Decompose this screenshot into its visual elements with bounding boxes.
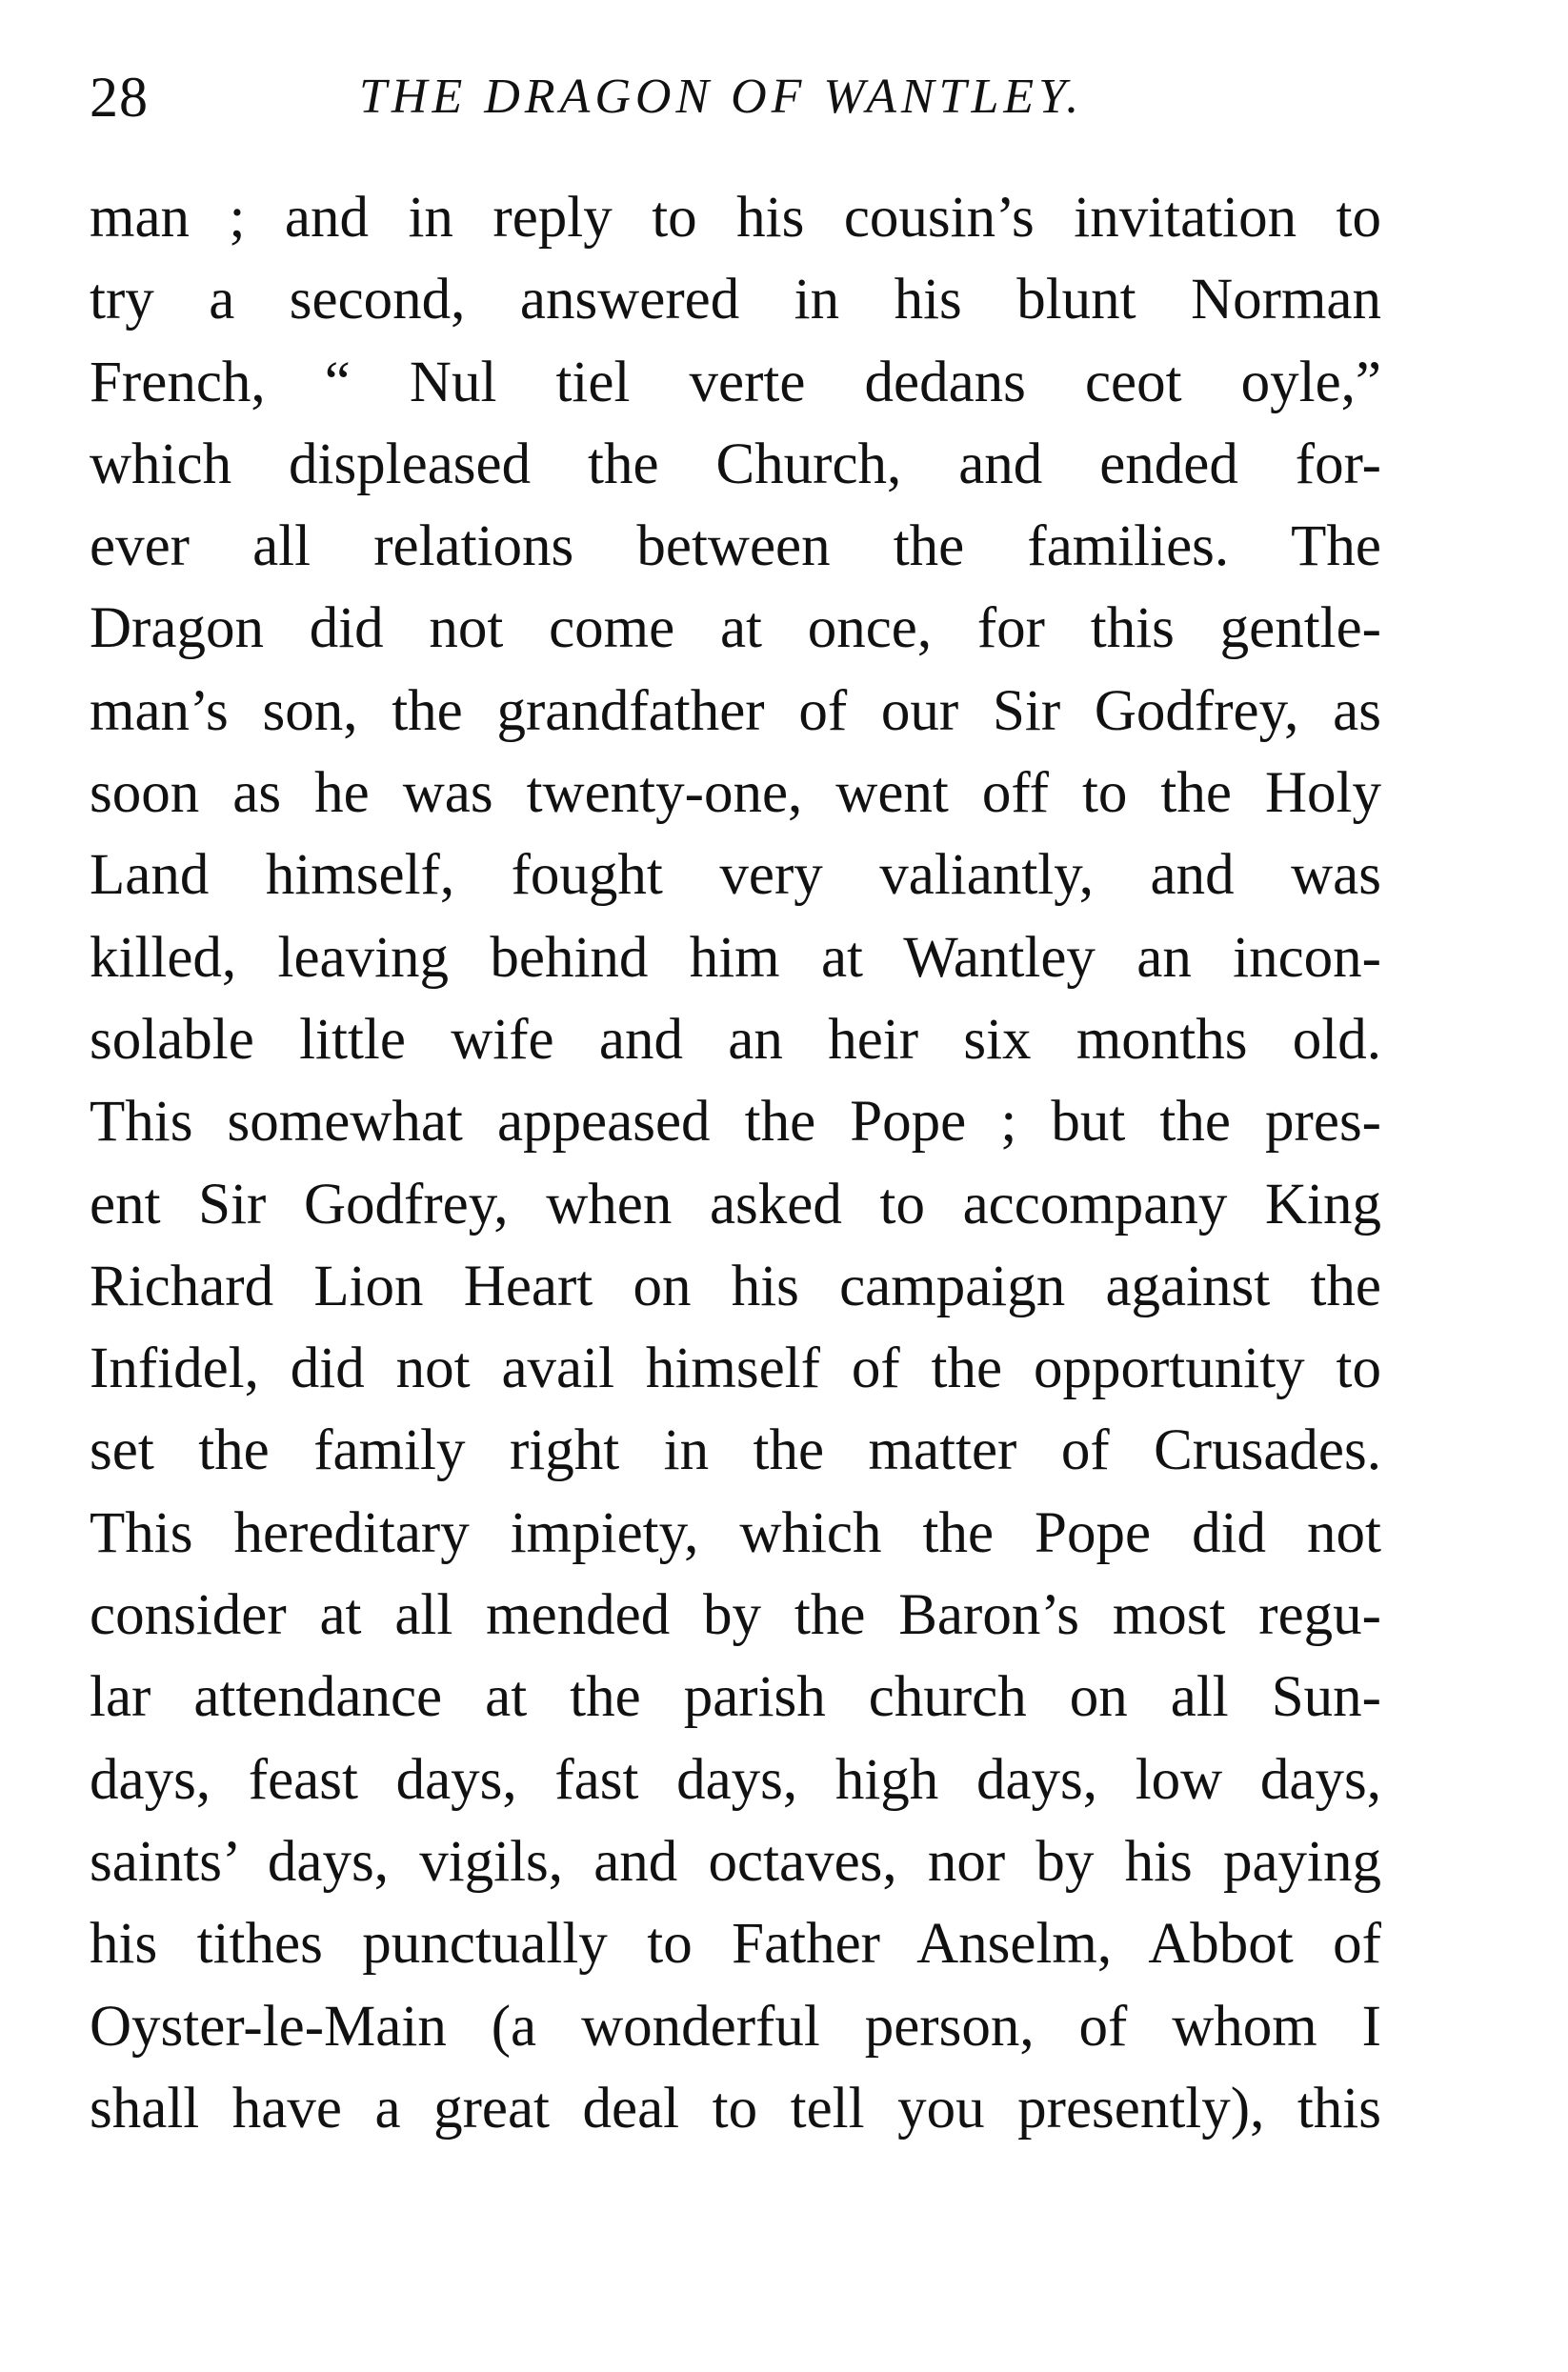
text-line: solable little wife and an heir six months old. [90, 1007, 1381, 1072]
text-line: This hereditary impiety, which the Pope did not [90, 1500, 1381, 1565]
text-line: set the family right in the matter of Crusades. [90, 1418, 1381, 1483]
text-line: Dragon did not come at once, for this gentle- [90, 596, 1381, 661]
body-text [90, 177, 1381, 2150]
text-line: days, feast days, fast days, high days, low days, [90, 1747, 1381, 1812]
page-header [90, 59, 1404, 135]
text-line: his tithes punctually to Father Anselm, Abbot of [90, 1912, 1381, 1977]
text-line: This somewhat appeased the Pope ; but the pres- [90, 1090, 1381, 1155]
text-line: Oyster-le-Main (a wonderful person, of whom I [90, 1994, 1381, 2059]
text-line: Infidel, did not avail himself of the opportunity to [90, 1337, 1381, 1401]
text-line: French, “ Nul tiel verte dedans ceot oyle,” [90, 350, 1381, 414]
text-line: killed, leaving behind him at Wantley an incon- [90, 925, 1381, 990]
text-line: man ; and in reply to his cousin’s invitation to [90, 186, 1381, 250]
text-line: which displeased the Church, and ended for- [90, 432, 1381, 496]
text-line: try a second, answered in his blunt Norman [90, 268, 1381, 332]
text-line: Richard Lion Heart on his campaign against the [90, 1254, 1381, 1318]
page-number: 28 [90, 66, 149, 129]
text-line: soon as he was twenty-one, went off to the Holy [90, 761, 1381, 826]
text-line: ent Sir Godfrey, when asked to accompany King [90, 1172, 1381, 1236]
text-line: Land himself, fought very valiantly, and was [90, 843, 1381, 908]
text-line: consider at all mended by the Baron’s most regu- [90, 1583, 1381, 1648]
running-title: THE DRAGON OF WANTLEY. [359, 70, 1084, 124]
text-line: lar attendance at the parish church on all Sun- [90, 1665, 1381, 1730]
text-line: saints’ days, vigils, and octaves, nor by his paying [90, 1829, 1381, 1894]
text-line: man’s son, the grandfather of our Sir Godfrey, as [90, 678, 1381, 743]
text-line: ever all relations between the families. The [90, 514, 1381, 579]
text-line: shall have a great deal to tell you presently), this [90, 2076, 1381, 2141]
